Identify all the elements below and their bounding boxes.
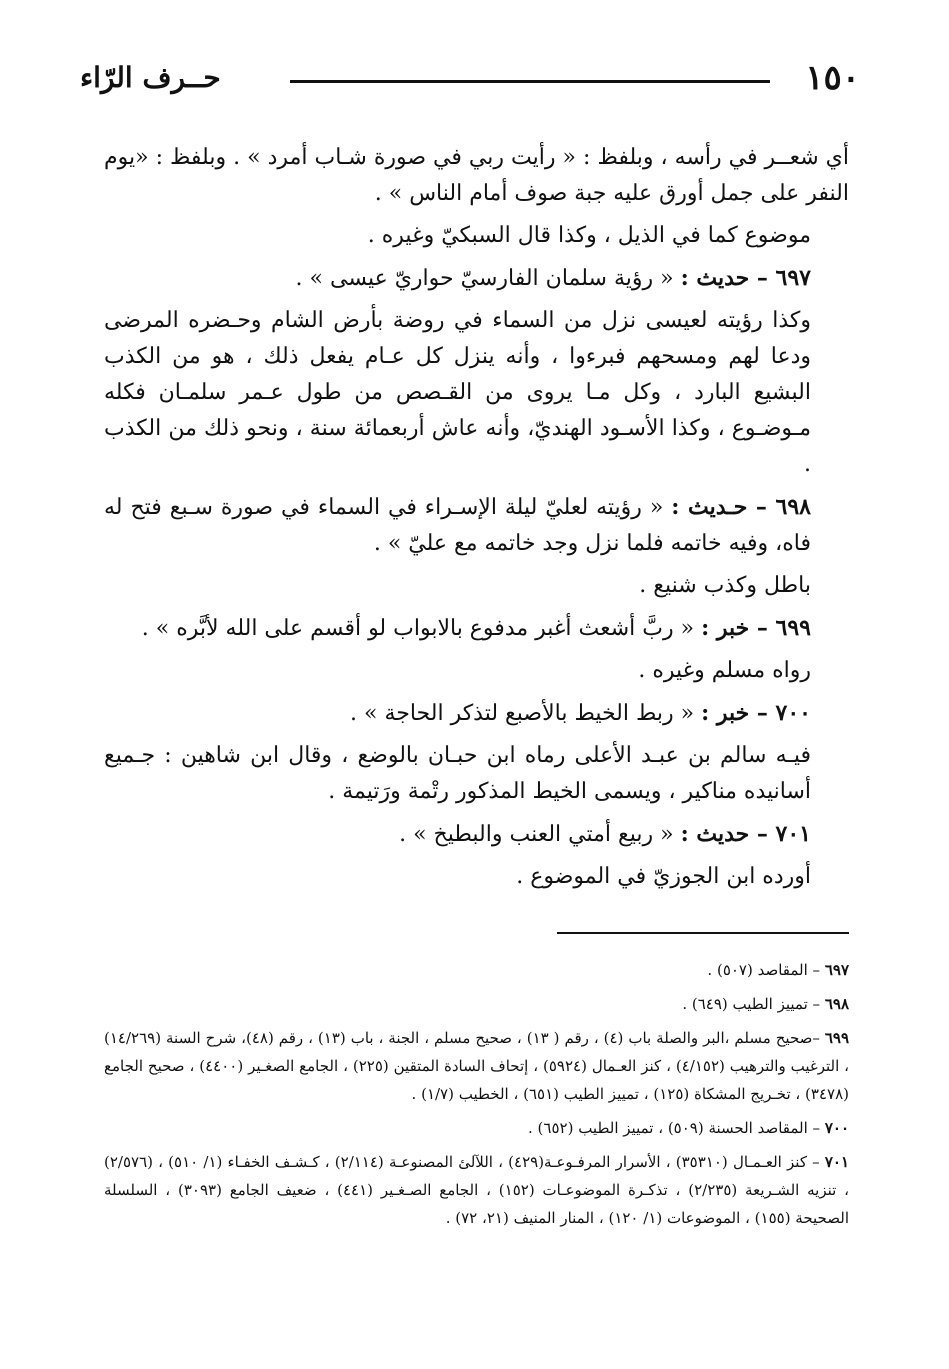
paragraph-text: أورده ابن الجوزيّ في الموضوع . (516, 864, 811, 889)
paragraph-text: « ربَّ أشعث أغبر مدفوع بالابواب لو أقسم على الله لأبَّره » . (141, 616, 702, 641)
header-rule (290, 80, 770, 83)
entry-label: ٧٠١ – حديث : (680, 821, 811, 847)
footnote-text: –صحيح مسلم ،البر والصلة باب (٤) ، رقم ( ١٣) ، صحيح مسلم ، الجنة ، باب (١٣) ، رقم (٤٨)، شرح السنة (١٤/٢٦٩) ، الترغيب والترهيب (٤/١٥٢) ، كنز العـمال (٥٩٢٤) ، إتحاف السادة المتقين (٢٢٥) ، الجامع الصغـير (٤٤٠٠) ، صحيح الجامع (٣٤٧٨) ، تخـريج المشكاة (١٢٥) ، تمييز الطيب (٦٥١) ، الخطيب (١/٧) . (104, 1029, 850, 1103)
footnote (104, 990, 849, 1018)
paragraph-text: وكذا رؤيته لعيسى نزل من السماء في روضة بأرض الشام وحـضره المرضى ودعا لهم ومسحهم فبرءوا ، وأنه ينزل كل عـام يفعل ذلك ، هو من الكذب البشيع البارد ، وكل مـا يروى من القـصص من طول عـمر سلمـان فكله مـوضـوع ، وكذا الأسـود الهنديّ، وأنه عاش أربعمائة سنة ، ونحو ذلك من الكذب . (104, 308, 811, 477)
entry-label: ٦٩٧ – حديث : (680, 265, 811, 291)
paragraph-text: باطل وكذب شنيع . (639, 573, 811, 598)
paragraph (104, 260, 849, 297)
paragraph-text: « رؤية سلمان الفارسيّ حواريّ عيسى » . (295, 266, 681, 291)
page-number: ١٥٠ (805, 58, 860, 98)
footnotes (104, 956, 849, 1238)
paragraph (104, 140, 849, 212)
paragraph-text: « رؤيته لعليّ ليلة الإسـراء في السماء في صورة سـبع فتح له فاه، وفيه خاتمه فلما نزل وجد خاتمه مع عليّ » . (104, 495, 811, 556)
paragraph (104, 695, 849, 732)
footnote-number: ٧٠٠ (824, 1119, 849, 1137)
entry-label: ٧٠٠ – خبر : (701, 700, 811, 726)
paragraph (104, 738, 849, 810)
paragraph (104, 653, 849, 689)
paragraph-text: رواه مسلم وغيره . (638, 658, 811, 683)
paragraph (104, 610, 849, 647)
entry-label: ٦٩٨ – حـديث : (671, 494, 811, 520)
page-header (80, 58, 860, 108)
footnote-text: – كنز العـمـال (٣٥٣١٠) ، الأسرار المرفـوعـة(٤٢٩) ، اللآلئ المصنوعـة (٢/١١٤) ، كـشـف الخفـاء (١/ ٥١٠) ، (٢/٥٧٦) ، تنزيه الشـريعة (٢/٢٣٥) ، تذكـرة الموضوعـات (١٥٢) ، الجامع الصـغـير (٤٤١) ، ضعيف الجامع (٣٠٩٣) ، السلسلة الصحيحة (١٥٥) ، الموضوعات (١/ ١٢٠) ، المنار المنيف (٢١، ٧٢) . (104, 1153, 850, 1227)
paragraph-text: موضوع كما في الذيل ، وكذا قال السبكيّ وغيره . (367, 223, 811, 248)
footnote (104, 956, 849, 984)
entry-label: ٦٩٩ – خبر : (701, 615, 811, 641)
paragraph (104, 859, 849, 895)
footnote-text: – تمييز الطيب (٦٤٩) . (682, 995, 825, 1013)
footnote-number: ٦٩٩ (824, 1029, 850, 1047)
footnote-text: – المقاصد الحسنة (٥٠٩) ، تمييز الطيب (٦٥٢) . (528, 1119, 825, 1137)
paragraph (104, 303, 849, 483)
footnote (104, 1148, 849, 1232)
footnote-number: ٧٠١ (824, 1153, 849, 1171)
footnote-rule (557, 932, 849, 934)
paragraph-text: « ربيع أمتي العنب والبطيخ » . (399, 822, 681, 847)
paragraph (104, 568, 849, 604)
paragraph (104, 816, 849, 853)
footnote (104, 1024, 849, 1108)
paragraph (104, 218, 849, 254)
footnote-number: ٦٩٨ (824, 995, 849, 1013)
footnote-number: ٦٩٧ (824, 961, 849, 979)
running-title: حــرف الرّاء (80, 61, 221, 94)
paragraph-text: « ربط الخيط بالأصبع لتذكر الحاجة » . (350, 701, 702, 726)
main-text (104, 140, 849, 901)
paragraph-text: فيـه سالم بن عبـد الأعلى رماه ابن حبـان بالوضع ، وقال ابن شاهين : جـميع أسانيده مناكير ، ويسمى الخيط المذكور رتْمة ورَتيمة . (104, 743, 811, 804)
paragraph (104, 489, 849, 562)
paragraph-text: أي شعــر في رأسه ، وبلفظ : « رأيت ربي في صورة شـاب أمرد » . وبلفظ : «يوم النفر على جمل أورق عليه جبة صوف أمام الناس » . (104, 145, 849, 206)
footnote (104, 1114, 849, 1142)
footnote-text: – المقاصد (٥٠٧) . (707, 961, 825, 979)
